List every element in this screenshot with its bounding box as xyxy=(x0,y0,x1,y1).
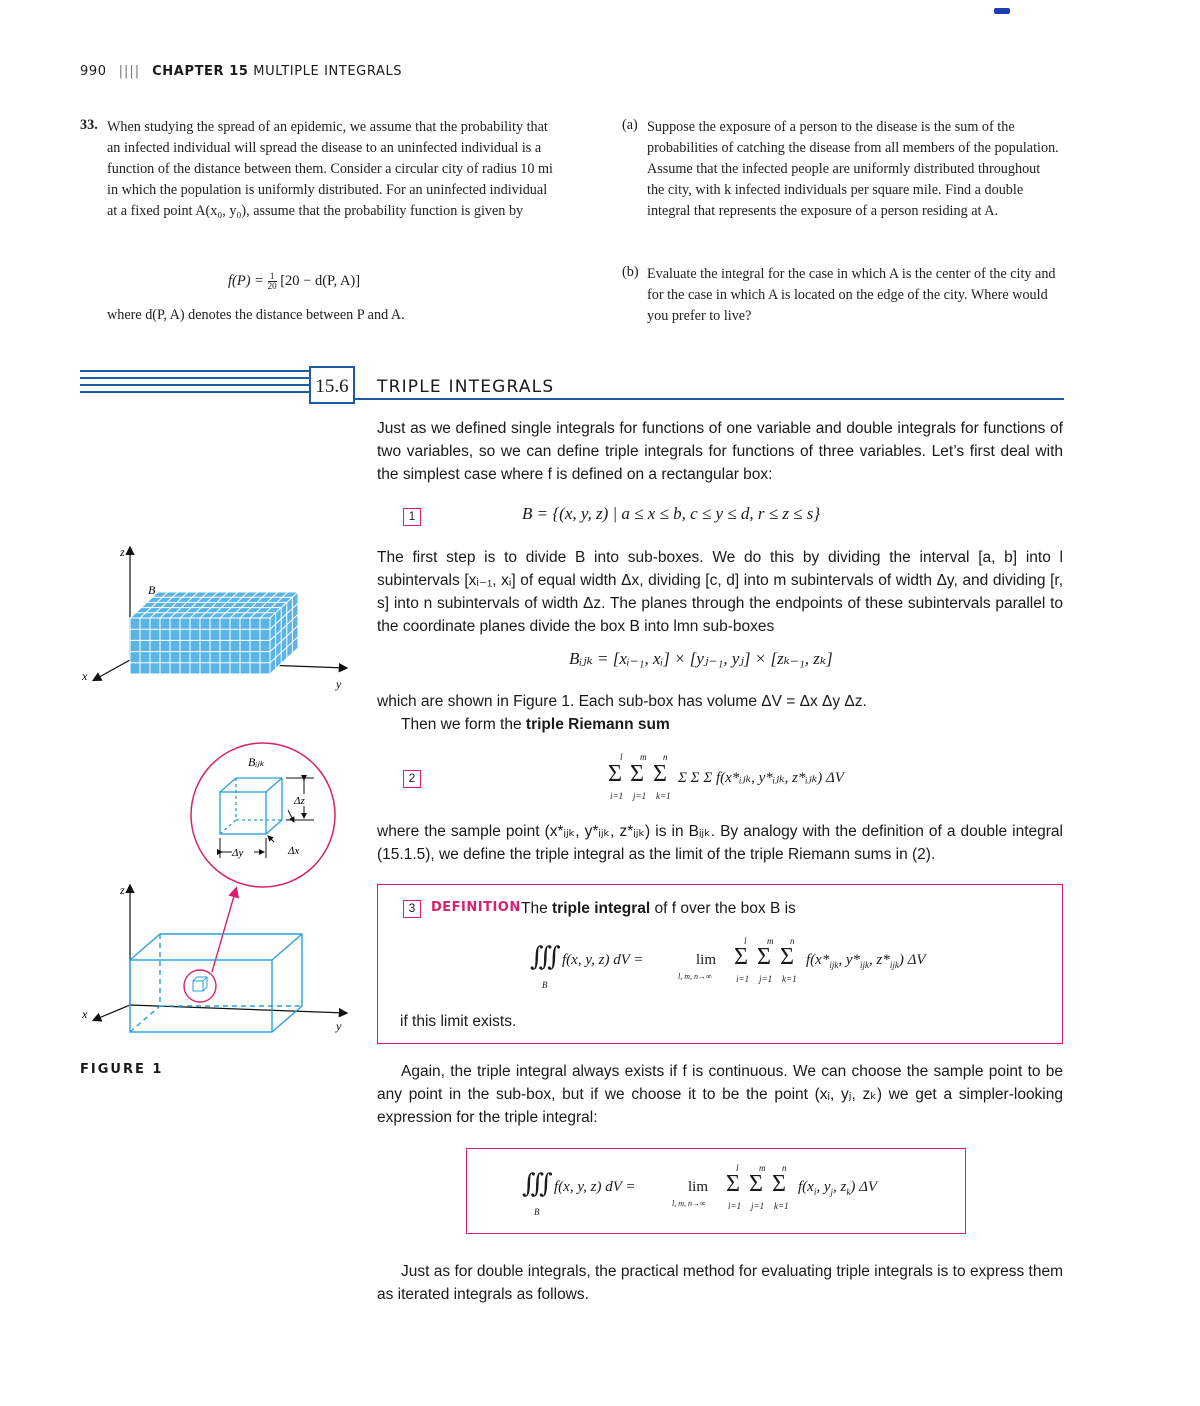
part-b-label: (b) xyxy=(622,264,639,280)
def-sum-upper-n: n xyxy=(790,936,795,946)
definition-term: triple integral xyxy=(552,900,651,917)
formula-denominator: 20 xyxy=(267,281,277,291)
page-number: 990 xyxy=(80,64,107,79)
definition-formula xyxy=(530,936,970,992)
def-lim-sub: l, m, n→∞ xyxy=(678,972,712,981)
def-sum-upper-m: m xyxy=(767,936,774,946)
axis-label-z-bottom: z xyxy=(120,883,125,897)
def-sigma-2: Σ xyxy=(757,944,771,970)
dimension-marks xyxy=(220,778,314,858)
def-summand: $f(x*_{ijk}$, $y*_{ijk}$, $z*_{ijk}$) ΔV xyxy=(806,952,926,970)
formula-rhs: [20 − d(P, A)] xyxy=(280,272,361,289)
equation-bijk: Bᵢⱼₖ = [xᵢ₋₁, xᵢ] × [yⱼ₋₁, yⱼ] × [zₖ₋₁, zₖ] xyxy=(569,649,833,668)
volume-text: which are shown in Figure 1. Each sub-box has volume ΔV = Δx Δy Δz. xyxy=(377,693,867,710)
corner-mark xyxy=(994,8,1010,14)
definition-number: 3 xyxy=(403,900,421,918)
exercise-body: When studying the spread of an epidemic, we assume that the probability that an infected individual will spread the disease to an uninfected individual is a function of the distance between them. Consider a circular city of radius 10 mi in which the population is uniformly distributed. For an uninfected individual at a fixed point A(x₀, y₀), assume that the probability function is given by xyxy=(107,119,553,219)
eq2-sum-upper-m: m xyxy=(640,752,647,762)
subdivision-paragraph xyxy=(377,546,1063,638)
formula-lhs: f(P) = xyxy=(228,272,268,289)
continuity-paragraph xyxy=(377,1060,1063,1129)
sample-point-text: where the sample point (x*ᵢⱼₖ, y*ᵢⱼₖ, z*ᵢⱼₖ) is in Bᵢⱼₖ. By analogy with the definition of a double integral (15.1.5), we define the triple integral as the limit of the triple Riemann sums in (2). xyxy=(377,823,1063,863)
definition-formula-text xyxy=(530,1000,531,1001)
definition-statement xyxy=(521,897,796,920)
figure-label: FIGURE 1 xyxy=(80,1062,164,1077)
section-underline xyxy=(312,398,1064,400)
sf-sum-upper-m: m xyxy=(759,1163,766,1173)
riemann-intro xyxy=(377,713,1063,736)
subdivision-text: The first step is to divide B into sub-boxes. We do this by dividing the interval [a, b] into l subintervals [xᵢ₋₁, xᵢ] of equal width Δx, dividing [c, d] into m subintervals of width Δy, and dividing [r, s] into n subintervals of width Δz. The planes through the endpoints of these subintervals parallel to the coordinate planes divide the box B into lmn sub-boxes xyxy=(377,549,1063,635)
axis-label-y-top: y xyxy=(336,677,342,691)
formula-fraction xyxy=(268,272,277,291)
axis-label-y-bottom: y xyxy=(336,1019,342,1033)
definition-label: DEFINITION xyxy=(431,900,521,915)
box-label-b: B xyxy=(148,583,156,597)
sf-summand: $f(x_i$, $y_j$, $z_k$) ΔV xyxy=(798,1179,878,1197)
def-sigma-1: Σ xyxy=(734,944,748,970)
section-rule-lines xyxy=(80,370,312,402)
definition-tail: if this limit exists. xyxy=(400,1013,517,1030)
axis-x-top xyxy=(94,660,130,680)
sf-triple-integral-sign: ∭ xyxy=(522,1169,553,1198)
def-sum-lower-k: k=1 xyxy=(782,974,797,984)
sf-region-b: B xyxy=(534,1207,540,1217)
header-separator: |||| xyxy=(118,64,141,79)
part-a-text: Suppose the exposure of a person to the disease is the sum of the probabilities of catching the disease from all members of the population. Assume that the infected people are uniformly distributed throughout the city, with k infected individuals per square mile. Find a double integral that represents the exposure of a person residing at A. xyxy=(647,119,1059,219)
definition-post: of f over the box B is xyxy=(650,900,796,917)
sf-sum-upper-l: l xyxy=(736,1163,739,1173)
running-header xyxy=(80,64,402,79)
def-sum-lower-j: j=1 xyxy=(759,974,773,984)
sf-lim: lim xyxy=(688,1179,709,1195)
small-sub-box xyxy=(193,977,207,991)
chapter-title: MULTIPLE INTEGRALS xyxy=(253,64,403,79)
sub-box-cube xyxy=(220,778,282,834)
axis-label-z-top: z xyxy=(120,545,125,559)
iterated-paragraph xyxy=(377,1260,1063,1306)
def-sum-upper-l: l xyxy=(744,936,747,946)
section-title: TRIPLE INTEGRALS xyxy=(377,377,555,397)
sf-sigma-1: Σ xyxy=(726,1171,740,1197)
eq2-sum-lower-i: i=1 xyxy=(610,791,624,801)
part-a-label: (a) xyxy=(622,117,638,133)
delta-z-label: Δz xyxy=(294,795,305,807)
formula-numerator: 1 xyxy=(268,272,277,282)
eq2-sigma-2: Σ xyxy=(630,761,644,787)
def-integrand: f(x, y, z) dV = xyxy=(562,952,644,968)
exercise-formula xyxy=(228,272,360,291)
eq2-sigma-3: Σ xyxy=(653,761,667,787)
continuity-text: Again, the triple integral always exists if f is continuous. We can choose the sample point to be any point in the sub-box, but if we choose it to be the point (xᵢ, yⱼ, zₖ) we get a simpler-looking expression for the triple integral: xyxy=(377,1063,1063,1126)
eq2-sigma-1: Σ xyxy=(608,761,622,787)
sf-sigma-2: Σ xyxy=(749,1171,763,1197)
equation-2 xyxy=(608,752,844,802)
equation-1-number: 1 xyxy=(403,508,421,526)
delta-x-label: Δx xyxy=(288,845,300,857)
eq2-sum-upper-n: n xyxy=(663,752,668,762)
riemann-intro-text: Then we form the xyxy=(401,716,526,733)
sample-point-paragraph xyxy=(377,820,1063,866)
sf-sum-lower-k: k=1 xyxy=(774,1201,789,1211)
def-lim: lim xyxy=(696,952,717,968)
exercise-where: where d(P, A) denotes the distance between P and A. xyxy=(107,307,405,323)
iterated-text: Just as for double integrals, the practical method for evaluating triple integrals is to express them as iterated integrals as follows. xyxy=(377,1263,1063,1303)
definition-pre: The xyxy=(521,900,553,917)
figure-1 xyxy=(78,540,368,1060)
axis-x-bottom xyxy=(94,1005,130,1020)
section-number: 15.6 xyxy=(309,366,355,404)
sf-lim-sub: l, m, n→∞ xyxy=(672,1199,706,1208)
simplified-formula-text xyxy=(522,1230,523,1231)
eq2-summand: Σ Σ Σ f(x*ᵢⱼₖ, y*ᵢⱼₖ, z*ᵢⱼₖ) ΔV xyxy=(678,770,844,786)
intro-paragraph xyxy=(377,417,1063,486)
sf-sum-lower-j: j=1 xyxy=(751,1201,765,1211)
gridded-box xyxy=(130,592,298,674)
eq2-sum-upper-l: l xyxy=(620,752,623,762)
intro-text: Just as we defined single integrals for functions of one variable and double integrals for functions of two variables, so we can define triple integrals for functions of three variables. Let’s first deal with the simplest case where f is defined on a rectangular box: xyxy=(377,420,1063,483)
def-region-b: B xyxy=(542,980,548,990)
volume-paragraph xyxy=(377,690,1063,736)
axis-label-x-top: x xyxy=(82,669,88,683)
eq2-sum-lower-k: k=1 xyxy=(656,791,671,801)
def-sum-lower-i: i=1 xyxy=(736,974,750,984)
def-sigma-3: Σ xyxy=(780,944,794,970)
sf-integrand: f(x, y, z) dV = xyxy=(554,1179,636,1195)
small-magnify-circle xyxy=(184,970,216,1002)
simplified-formula xyxy=(522,1163,952,1219)
part-b-text: Evaluate the integral for the case in which A is the center of the city and for the case in which A is located on the edge of the city. Where would you prefer to live? xyxy=(647,266,1056,324)
sf-sum-lower-i: i=1 xyxy=(728,1201,742,1211)
delta-y-label: Δy xyxy=(232,847,244,859)
axis-label-x-bottom: x xyxy=(82,1007,88,1021)
sf-sum-upper-n: n xyxy=(782,1163,787,1173)
sub-box-label: Bᵢⱼₖ xyxy=(248,755,265,769)
exercise-number: 33. xyxy=(80,117,98,133)
eq2-sum-lower-j: j=1 xyxy=(633,791,647,801)
exercise-text xyxy=(107,117,557,222)
riemann-term: triple Riemann sum xyxy=(525,716,670,733)
chapter-label: CHAPTER 15 xyxy=(152,64,249,79)
equation-2-number: 2 xyxy=(403,770,421,788)
def-triple-integral-sign: ∭ xyxy=(530,942,561,971)
equation-1: B = {(x, y, z) | a ≤ x ≤ b, c ≤ y ≤ d, r ≤ z ≤ s} xyxy=(522,504,821,523)
sf-sigma-3: Σ xyxy=(772,1171,786,1197)
